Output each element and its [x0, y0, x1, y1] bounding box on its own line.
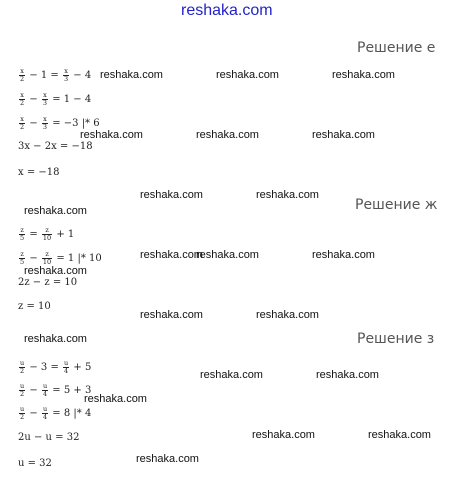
fraction: [63, 360, 69, 375]
fraction-denominator: 2: [20, 75, 25, 83]
watermark: reshaka.com: [256, 189, 319, 201]
fraction-numerator: x: [20, 67, 24, 75]
watermark: reshaka.com: [196, 129, 259, 141]
watermark: reshaka.com: [140, 189, 203, 201]
equation-text: 3x − 2x = −18: [18, 141, 93, 152]
equation-text: + 1: [53, 229, 75, 240]
equation-text: −: [26, 253, 41, 264]
fraction: [19, 116, 25, 131]
watermark: reshaka.com: [100, 69, 163, 81]
watermark: reshaka.com: [316, 369, 379, 381]
fraction: [19, 227, 25, 242]
fraction-denominator: 3: [42, 99, 48, 107]
fraction-numerator: z: [42, 251, 52, 259]
fraction-denominator: 4: [42, 390, 48, 398]
equation-line: [18, 383, 91, 398]
heading-solution-z: Решение з: [357, 331, 435, 347]
fraction: [19, 383, 25, 398]
fraction-denominator: 2: [20, 390, 25, 398]
watermark: reshaka.com: [136, 453, 199, 465]
heading-solution-zh: Решение ж: [355, 197, 438, 213]
watermark: reshaka.com: [140, 249, 203, 261]
equation-line: [18, 166, 59, 180]
fraction-numerator: u: [20, 405, 25, 413]
fraction-numerator: u: [42, 405, 48, 413]
equation-text: − 3 =: [26, 362, 63, 373]
equation-line: [18, 227, 74, 242]
fraction-denominator: 3: [42, 123, 48, 131]
fraction-denominator: 2: [20, 123, 25, 131]
equation-text: −: [26, 408, 41, 419]
fraction: [42, 406, 48, 421]
heading-solution-e: Решение е: [357, 40, 436, 56]
watermark: reshaka.com: [24, 333, 87, 345]
watermark: reshaka.com: [140, 309, 203, 321]
fraction-numerator: u: [42, 382, 48, 390]
fraction-numerator: z: [42, 227, 52, 235]
fraction: [63, 68, 69, 83]
fraction: [19, 360, 25, 375]
equation-text: u = 32: [18, 458, 52, 469]
fraction: [42, 116, 48, 131]
fraction-denominator: 2: [20, 413, 25, 421]
fraction: [42, 251, 52, 266]
equation-text: 2z − z = 10: [18, 277, 78, 288]
fraction-denominator: 2: [20, 367, 25, 375]
fraction: [19, 406, 25, 421]
watermark: reshaka.com: [256, 309, 319, 321]
equation-text: =: [26, 229, 41, 240]
equation-text: = −3 |* 6: [49, 118, 100, 129]
equation-text: − 4: [70, 70, 92, 81]
fraction-denominator: 3: [63, 75, 69, 83]
watermark: reshaka.com: [24, 205, 87, 217]
site-logo[interactable]: reshaka.com: [181, 2, 273, 19]
fraction-numerator: x: [20, 91, 24, 99]
fraction-numerator: x: [43, 115, 47, 123]
watermark: reshaka.com: [80, 129, 143, 141]
fraction-denominator: 5: [20, 234, 25, 242]
fraction-denominator: 10: [42, 258, 52, 266]
equation-text: 2u − u = 32: [18, 432, 80, 443]
equation-text: = 5 + 3: [49, 385, 92, 396]
equation-line: [18, 457, 52, 471]
fraction-numerator: x: [43, 91, 47, 99]
watermark: reshaka.com: [332, 69, 395, 81]
watermark: reshaka.com: [84, 393, 147, 405]
fraction: [42, 383, 48, 398]
equation-text: −: [26, 94, 41, 105]
equation-line: [18, 276, 77, 290]
watermark: reshaka.com: [24, 265, 87, 277]
equation-line: [18, 251, 102, 266]
equation-line: [18, 406, 91, 421]
fraction-numerator: z: [20, 226, 24, 234]
fraction-numerator: u: [64, 359, 69, 367]
fraction-denominator: 10: [42, 234, 52, 242]
equation-text: = 1 |* 10: [53, 253, 102, 264]
fraction-numerator: x: [20, 115, 24, 123]
watermark: reshaka.com: [196, 249, 259, 261]
fraction-numerator: x: [64, 67, 68, 75]
equation-text: + 5: [70, 362, 92, 373]
equation-line: [18, 300, 51, 314]
equation-text: −: [26, 385, 41, 396]
equation-line: [18, 68, 91, 83]
equation-line: [18, 140, 93, 154]
fraction-numerator: u: [20, 359, 25, 367]
fraction: [19, 92, 25, 107]
fraction-denominator: 4: [64, 367, 69, 375]
fraction-denominator: 5: [20, 258, 25, 266]
watermark: reshaka.com: [216, 69, 279, 81]
watermark: reshaka.com: [312, 129, 375, 141]
watermark: reshaka.com: [200, 369, 263, 381]
fraction-denominator: 2: [20, 99, 25, 107]
fraction-numerator: z: [20, 250, 24, 258]
equation-text: x = −18: [18, 167, 60, 178]
fraction: [42, 92, 48, 107]
fraction: [42, 227, 52, 242]
equation-line: [18, 360, 91, 375]
fraction: [19, 68, 25, 83]
fraction: [19, 251, 25, 266]
fraction-denominator: 4: [42, 413, 48, 421]
equation-text: = 8 |* 4: [49, 408, 92, 419]
fraction-numerator: u: [20, 382, 25, 390]
equation-line: [18, 431, 79, 445]
watermark: reshaka.com: [368, 429, 431, 441]
equation-line: [18, 92, 91, 107]
equation-text: −: [26, 118, 41, 129]
equation-text: z = 10: [18, 301, 51, 312]
watermark: reshaka.com: [252, 429, 315, 441]
equation-text: = 1 − 4: [49, 94, 92, 105]
watermark: reshaka.com: [312, 249, 375, 261]
equation-text: − 1 =: [26, 70, 62, 81]
